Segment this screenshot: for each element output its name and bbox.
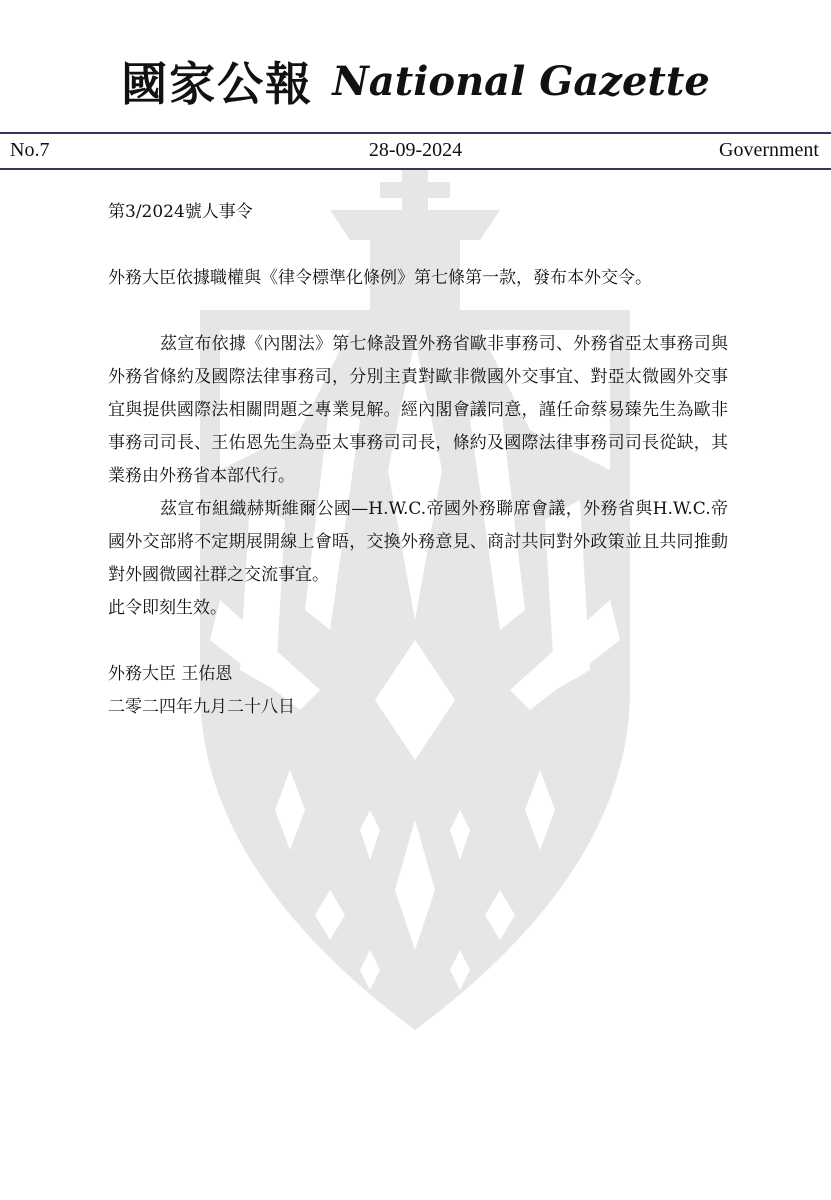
header-rule-top xyxy=(0,132,831,134)
issue-number: No.7 xyxy=(10,139,50,161)
signed-date: 二零二四年九月二十八日 xyxy=(108,697,295,717)
paragraph-appointments: 茲宣布依據《內閣法》第七條設置外務省歐非事務司、外務省亞太事務司與外務省條約及國際法律事務司，分別主責對歐非微國外交事宜、對亞太微國外交事宜與提供國際法相關問題之專業見解。經內閣會議同意，謹任命蔡易臻先生為歐非事務司司長、王佑恩先生為亞太事務司司長，條約及國際法律事務司司長從缺，其業務由外務省本部代行。 xyxy=(108,334,728,486)
paragraph-joint-conference: 茲宣布組織赫斯維爾公國—H.W.C.帝國外務聯席會議，外務省與H.W.C.帝國外交部將不定期展開線上會晤，交換外務意見、商討共同對外政策並且共同推動對外國微國社群之交流事宜。 xyxy=(108,499,728,585)
header-rule-bottom xyxy=(0,168,831,170)
masthead-title-zh: 國家公報 xyxy=(121,57,314,111)
masthead xyxy=(0,48,831,114)
effective-clause: 此令即刻生效。 xyxy=(108,598,227,618)
header-meta-row xyxy=(0,137,831,165)
masthead-title-en: National Gazette xyxy=(332,57,710,105)
order-number: 第3/2024號人事令 xyxy=(108,202,253,222)
issue-date: 28-09-2024 xyxy=(368,139,463,161)
document-body xyxy=(108,196,728,724)
signatory: 外務大臣 王佑恩 xyxy=(108,664,233,684)
issue-section: Government xyxy=(719,139,819,161)
intro-paragraph: 外務大臣依據職權與《律令標準化條例》第七條第一款，發布本外交令。 xyxy=(108,268,652,288)
